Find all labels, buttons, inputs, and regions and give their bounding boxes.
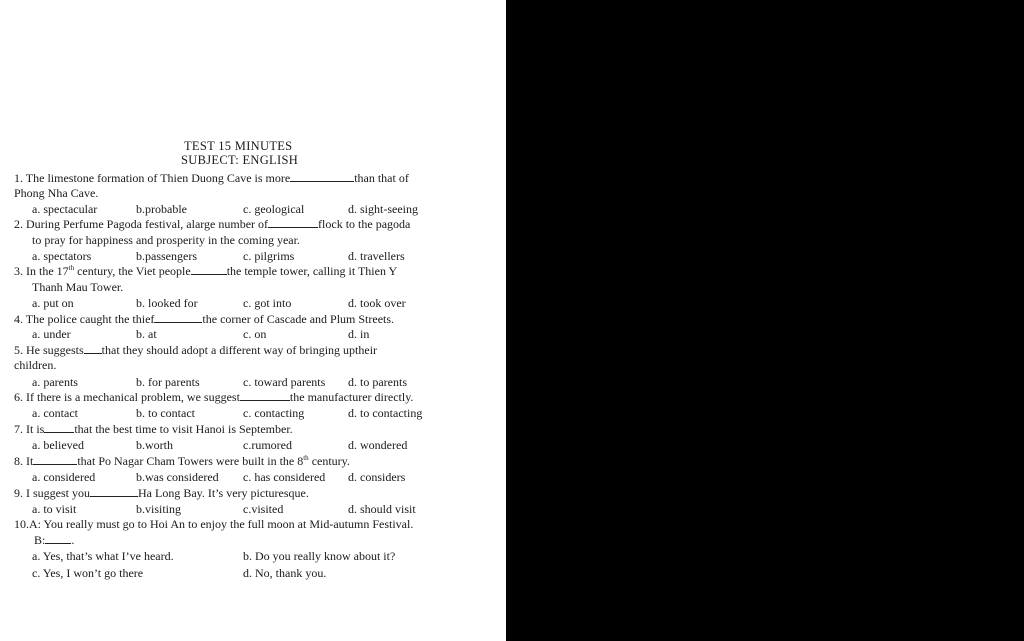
answer-blank: [154, 312, 202, 323]
option: c. Yes, I won’t go there: [32, 566, 144, 580]
option: b. for parents: [136, 375, 200, 389]
question-text: The police caught the thief: [25, 312, 155, 326]
option: b. Do you really know about it?: [243, 549, 396, 563]
question-text: that they should adopt a different way of bringing uptheir: [101, 343, 378, 357]
question-1: [14, 171, 409, 185]
question-text: It: [26, 454, 34, 468]
question-text: the manufacturer directly.: [289, 390, 414, 404]
answer-blank: [84, 343, 102, 354]
question-number: 3.: [14, 264, 23, 278]
option: a. believed: [32, 438, 84, 452]
option: d. sight-seeing: [348, 202, 418, 216]
option: a. to visit: [32, 502, 77, 516]
option: a. under: [32, 327, 71, 341]
question-number: 9.: [14, 486, 23, 500]
option: c. got into: [243, 296, 292, 310]
option: b.passengers: [136, 249, 197, 263]
answer-blank: [290, 171, 354, 182]
test-subject: SUBJECT: ENGLISH: [181, 153, 299, 167]
question-7: [14, 422, 293, 436]
option: d. should visit: [348, 502, 416, 516]
option: d. considers: [348, 470, 406, 484]
answer-blank: [240, 390, 290, 401]
option: a. put on: [32, 296, 74, 310]
question-3: [14, 264, 397, 278]
question-6: [14, 390, 413, 404]
option: c. toward parents: [243, 375, 326, 389]
option: d. to contacting: [348, 406, 423, 420]
option: b.was considered: [136, 470, 219, 484]
black-panel: [506, 0, 1024, 641]
question-number: 2.: [14, 217, 23, 231]
option: a. Yes, that’s what I’ve heard.: [32, 549, 174, 563]
option: d. travellers: [348, 249, 405, 263]
option: d. took over: [348, 296, 406, 310]
dialogue-b: [34, 533, 74, 547]
question-number: 10.: [14, 517, 29, 531]
answer-blank: [90, 486, 138, 497]
question-text: If there is a mechanical problem, we suggest: [26, 390, 240, 404]
question-text: century.: [308, 454, 350, 468]
option: b. at: [136, 327, 157, 341]
question-text: than that of: [354, 171, 409, 185]
question-number: 6.: [14, 390, 23, 404]
option: c. contacting: [243, 406, 305, 420]
question-4: [14, 312, 394, 326]
option: c. on: [243, 327, 267, 341]
option: d. in: [348, 327, 370, 341]
option: a. spectacular: [32, 202, 98, 216]
option: a. considered: [32, 470, 96, 484]
answer-blank: [268, 217, 318, 228]
option: c. has considered: [243, 470, 326, 484]
speaker-label: B:: [34, 533, 46, 547]
question-number: 8.: [14, 454, 23, 468]
question-5: [14, 343, 377, 357]
question-8: [14, 454, 350, 468]
question-2: [14, 217, 410, 231]
question-text: that Po Nagar Cham Towers were built in the 8: [77, 454, 304, 468]
answer-blank: [44, 422, 74, 433]
question-text: I suggest you: [26, 486, 90, 500]
option: c.visited: [243, 502, 284, 516]
question-text: The limestone formation of Thien Duong Cave is more: [25, 171, 291, 185]
question-10: [14, 517, 413, 531]
question-text: A: You really must go to Hoi An to enjoy the full moon at Mid-autumn Festival.: [29, 517, 414, 531]
answer-blank: [45, 533, 71, 544]
question-text: the temple tower, calling it Thien Y: [226, 264, 398, 278]
question-number: 5.: [14, 343, 23, 357]
option: b.probable: [136, 202, 187, 216]
option: d. No, thank you.: [243, 566, 327, 580]
test-title: TEST 15 MINUTES: [184, 139, 293, 153]
question-text: In the 17: [26, 264, 69, 278]
answer-blank: [191, 264, 227, 275]
question-number: 1.: [14, 171, 23, 185]
question-text: During Perfume Pagoda festival, alarge number of: [26, 217, 269, 231]
question-9: [14, 486, 309, 500]
option: b. looked for: [136, 296, 198, 310]
question-text: .: [71, 533, 75, 547]
question-continuation: Phong Nha Cave.: [14, 186, 99, 200]
question-continuation: to pray for happiness and prosperity in the coming year.: [32, 233, 300, 247]
answer-blank: [33, 454, 77, 465]
option: b.worth: [136, 438, 173, 452]
question-text: century, the Viet people: [74, 264, 191, 278]
question-number: 7.: [14, 422, 23, 436]
option: a. contact: [32, 406, 78, 420]
option: b. to contact: [136, 406, 195, 420]
option: c. pilgrims: [243, 249, 295, 263]
question-text: Ha Long Bay. It’s very picturesque.: [138, 486, 309, 500]
question-text: the corner of Cascade and Plum Streets.: [202, 312, 395, 326]
option: b.visiting: [136, 502, 182, 516]
option: c. geological: [243, 202, 305, 216]
option: d. to parents: [348, 375, 407, 389]
option: a. spectators: [32, 249, 92, 263]
question-continuation: Thanh Mau Tower.: [32, 280, 124, 294]
superscript: th: [303, 454, 309, 462]
question-continuation: children.: [14, 358, 57, 372]
question-text: that the best time to visit Hanoi is September.: [74, 422, 293, 436]
question-number: 4.: [14, 312, 23, 326]
superscript: th: [68, 264, 75, 272]
question-text: flock to the pagoda: [318, 217, 411, 231]
option: c.rumored: [243, 438, 292, 452]
question-text: He suggests: [26, 343, 84, 357]
option: a. parents: [32, 375, 78, 389]
question-text: It is: [26, 422, 45, 436]
worksheet-page: [0, 0, 506, 641]
option: d. wondered: [348, 438, 408, 452]
